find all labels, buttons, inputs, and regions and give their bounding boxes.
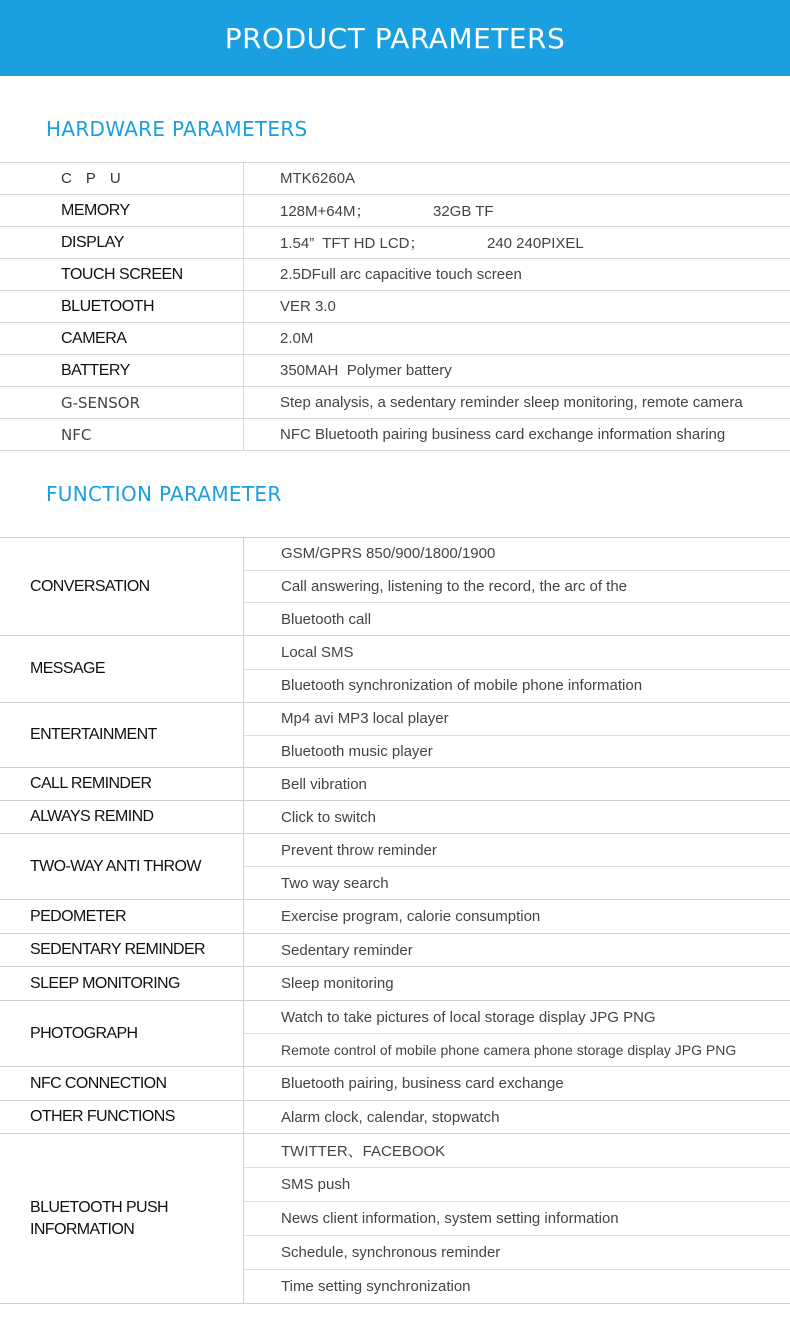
page-title: PRODUCT PARAMETERS [224,21,566,55]
table-row [0,703,790,768]
row-label: CONVERSATION [0,538,244,635]
row-label: NFC CONNECTION [0,1067,244,1100]
hardware-section-title: HARDWARE PARAMETERS [46,117,308,141]
table-row [0,355,790,387]
row-value: TWITTER、FACEBOOK [244,1134,790,1168]
row-value: MTK6260A [280,170,356,187]
row-label: PEDOMETER [0,900,244,933]
row-label: ALWAYS REMIND [0,801,244,833]
row-label: TOUCH SCREEN [0,259,244,290]
table-row [0,162,790,195]
row-value: 128M+64M； 32GB TF [280,203,494,220]
row-value: Time setting synchronization [281,1278,471,1295]
table-row [0,419,790,451]
table-row [0,195,790,227]
row-value: Bluetooth pairing, business card exchange [281,1075,564,1092]
table-row [0,387,790,419]
row-value: 2.0M [280,330,314,347]
row-value: GSM/GPRS 850/900/1800/1900 [244,538,790,571]
row-value: Bell vibration [281,775,367,793]
row-value: Bluetooth call [281,610,372,628]
row-value: Step analysis, a sedentary reminder sleep monitoring, remote camera [280,394,743,411]
table-row [0,768,790,801]
row-value: Mp4 avi MP3 local player [244,703,790,736]
table-row [0,323,790,355]
row-value: Prevent throw reminder [244,834,790,867]
table-row [0,227,790,259]
row-label: BLUETOOTH [0,291,244,322]
row-value: Local SMS [244,636,790,670]
row-label: SLEEP MONITORING [0,967,244,1000]
row-label: SEDENTARY REMINDER [0,934,244,966]
hardware-table [0,162,790,451]
row-label: MESSAGE [0,636,244,702]
row-value: Call answering, listening to the record, the arc of the [244,571,790,604]
row-label: BLUETOOTH PUSH INFORMATION [0,1134,244,1303]
row-value: SMS push [244,1168,790,1202]
row-label: OTHER FUNCTIONS [0,1101,244,1133]
row-label: MEMORY [0,195,244,226]
row-label: CALL REMINDER [0,768,244,800]
row-value: Schedule, synchronous reminder [244,1236,790,1270]
row-value: Alarm clock, calendar, stopwatch [281,1108,500,1126]
table-row [0,1001,790,1067]
row-value: Bluetooth music player [281,742,433,760]
table-row [0,834,790,900]
row-value: Two way search [281,874,389,892]
row-value: Remote control of mobile phone camera phone storage display JPG PNG [281,1042,737,1058]
row-value: Sedentary reminder [281,941,413,959]
table-row [0,900,790,934]
table-row [0,1101,790,1134]
table-row [0,636,790,703]
row-value: Watch to take pictures of local storage display JPG PNG [244,1001,790,1034]
row-value: 2.5DFull arc capacitive touch screen [280,266,522,283]
table-row [0,538,790,636]
row-label: NFC [0,419,244,450]
table-row [0,1134,790,1304]
row-value: 350MAH Polymer battery [280,362,452,379]
row-value: VER 3.0 [280,298,336,315]
function-section-title: FUNCTION PARAMETER [46,482,282,506]
row-label: PHOTOGRAPH [0,1001,244,1066]
row-label: CAMERA [0,323,244,354]
row-value: Exercise program, calorie consumption [281,908,541,925]
header-banner [0,0,790,76]
table-row [0,967,790,1001]
row-value: Sleep monitoring [281,975,394,992]
function-table [0,537,790,1304]
row-label: G-SENSOR [0,387,244,418]
table-row [0,259,790,291]
table-row [0,801,790,834]
row-label: TWO-WAY ANTI THROW [0,834,244,899]
row-value: NFC Bluetooth pairing business card exchange information sharing [280,426,726,443]
table-row [0,291,790,323]
row-label: ENTERTAINMENT [0,703,244,767]
row-value: Bluetooth synchronization of mobile phone information [281,677,643,695]
row-value: News client information, system setting information [244,1202,790,1236]
row-label: BATTERY [0,355,244,386]
row-label: DISPLAY [0,227,244,258]
row-label: CPU [0,163,244,194]
table-row [0,1067,790,1101]
row-value: Click to switch [281,808,377,826]
table-row [0,934,790,967]
row-value: 1.54” TFT HD LCD； 240 240PIXEL [280,235,584,252]
